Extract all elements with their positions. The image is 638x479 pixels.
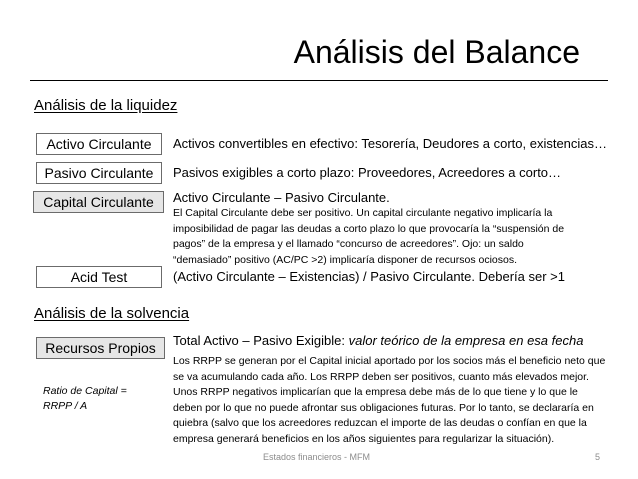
label-box-activo-circulante: Activo Circulante: [36, 133, 162, 155]
footer-source: Estados financieros - MFM: [263, 452, 371, 462]
detail-line: El Capital Circulante debe ser positivo. Un capital circulante negativo implicaría la: [173, 207, 553, 219]
formula-text: Total Activo – Pasivo Exigible:: [173, 333, 349, 348]
title-divider: [30, 80, 608, 81]
definition-recursos-propios: [173, 333, 583, 349]
detail-line: pagos” de la empresa y el llamado “concurso de acreedores”. Ojo: un saldo: [173, 238, 524, 250]
definition-acid-test: (Activo Circulante – Existencias) / Pasivo Circulante. Debería ser >1: [173, 269, 565, 284]
detail-line: quiebra (salvo que los acreedores reduzcan el importe de las deudas o confían en que la: [173, 417, 587, 429]
page-title: Análisis del Balance: [293, 34, 580, 70]
detail-line: se va acumulando cada año. Los RRPP deben ser positivos, cuanto más elevados mejor.: [173, 370, 589, 383]
label-box-acid-test: Acid Test: [36, 266, 162, 288]
ratio-line: RRPP / A: [43, 400, 88, 412]
definition-capital-circulante: Activo Circulante – Pasivo Circulante.: [173, 190, 390, 205]
section-heading-solvencia: Análisis de la solvencia: [34, 305, 190, 322]
detail-line: imposibilidad de pagar las deudas a corto plazo lo que provocaría la “suspensión de: [173, 222, 565, 235]
ratio-capital: [43, 384, 127, 414]
recursos-propios-detail: [173, 354, 605, 447]
label-box-recursos-propios: Recursos Propios: [36, 337, 165, 359]
capital-circulante-detail: [173, 206, 564, 268]
detail-line: deben por lo que no puede afrontar sus obligaciones futuras. Por lo tanto, se declararía en: [173, 401, 594, 414]
detail-line: “demasiado” positivo (AC/PC >2) implicaría disponer de recursos ociosos.: [173, 253, 518, 266]
page-number: 5: [595, 452, 601, 462]
section-heading-liquidez: Análisis de la liquidez: [34, 97, 178, 114]
ratio-line: Ratio de Capital =: [43, 385, 127, 397]
detail-line: Unos RRPP negativos implicarían que la empresa debe más de lo que tiene y lo que le: [173, 386, 578, 398]
definition-pasivo-circulante: Pasivos exigibles a corto plazo: Proveedores, Acreedores a corto…: [173, 165, 562, 180]
detail-line: empresa generará beneficios en los años siguientes para regularizar la situación).: [173, 432, 555, 445]
formula-italic: valor teórico de la empresa en esa fecha: [348, 333, 584, 348]
label-box-capital-circulante: Capital Circulante: [33, 191, 164, 213]
detail-line: Los RRPP se generan por el Capital inicial aportado por los socios más el beneficio neto que: [173, 355, 606, 367]
definition-activo-circulante: Activos convertibles en efectivo: Tesorería, Deudores a corto, existencias…: [173, 136, 608, 151]
label-box-pasivo-circulante: Pasivo Circulante: [36, 162, 162, 184]
